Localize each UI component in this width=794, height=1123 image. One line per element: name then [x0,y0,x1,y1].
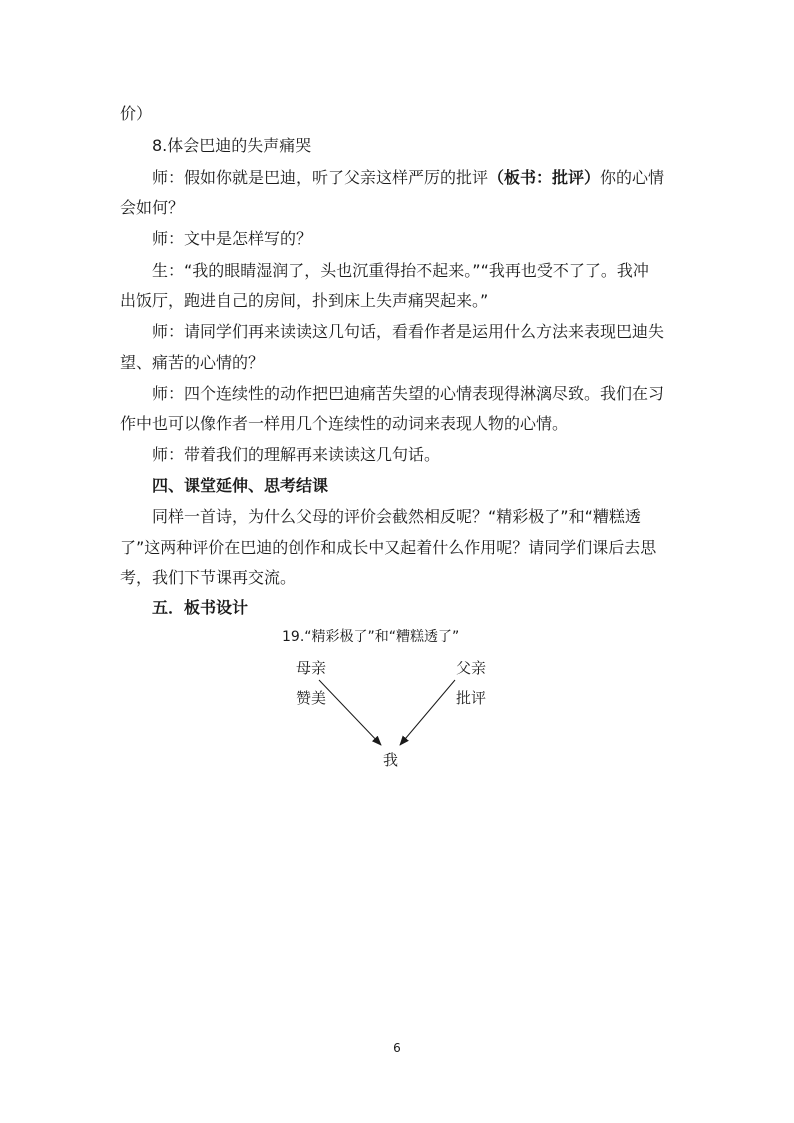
mother-label: 母亲 [296,659,327,677]
section-heading: 四、课堂延伸、思考结课 [152,476,329,495]
text-line: 作中也可以像作者一样用几个连续性的动词来表现人物的心情。 [120,414,569,433]
page-number: 6 [393,1041,401,1055]
arrow-mother-to-me [319,680,381,745]
board-title: 19.“精彩极了”和“糟糕透了” [282,629,460,645]
text-line: 师：带着我们的理解再来读读这几句话。 [152,445,441,464]
text-line: 价） [120,104,153,123]
text-line: 会如何？ [120,198,185,217]
text-line: 8.体会巴迪的失声痛哭 [152,136,312,155]
text-line: 同样一首诗，为什么父母的评价会截然相反呢？“精彩极了”和“糟糕透 [152,507,641,526]
text-line: 师：四个连续性的动作把巴迪痛苦失望的心情表现得淋漓尽致。我们在习 [152,384,665,403]
praise-label: 赞美 [296,689,327,707]
text-line: 生：“我的眼睛湿润了，头也沉重得抬不起来。”“我再也受不了了。我冲 [152,261,649,280]
board-note: （板书：批评） [488,168,601,187]
text-line: 出饭厅，跑进自己的房间，扑到床上失声痛哭起来。” [120,291,489,310]
father-label: 父亲 [456,659,487,677]
section-heading: 五．板书设计 [152,598,249,617]
text-line: 考，我们下节课再交流。 [120,568,297,587]
text-segment: 你的心情 [600,168,665,187]
text-line: 师：文中是怎样写的？ [152,229,313,248]
criticism-label: 批评 [456,689,487,707]
text-line: 师：请同学们再来读读这几句话，看看作者是运用什么方法来表现巴迪失 [152,322,665,341]
text-line: 了”这两种评价在巴迪的创作和成长中又起着什么作用呢？请同学们课后去思 [120,538,657,557]
text-line: 望、痛苦的心情的？ [120,353,265,372]
text-segment: 师：假如你就是巴迪，听了父亲这样严厉的批评 [152,168,489,187]
arrow-father-to-me [400,680,455,745]
me-label: 我 [383,751,399,769]
